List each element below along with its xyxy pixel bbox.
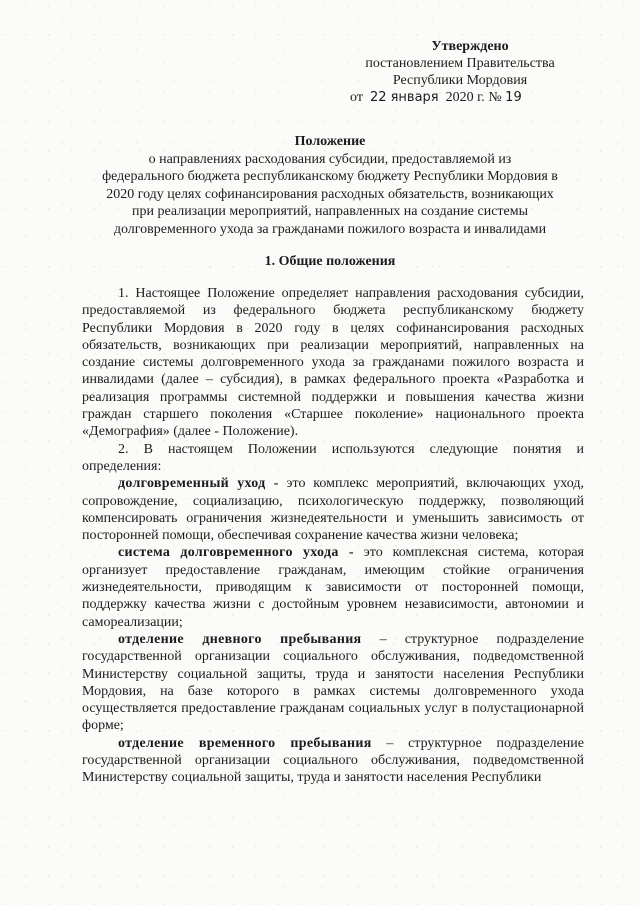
definition-term: отделение временного пребывания bbox=[118, 735, 372, 751]
document-title bbox=[60, 133, 600, 238]
definition-term: долговременный уход - bbox=[118, 476, 279, 492]
date-prefix: от bbox=[350, 90, 363, 105]
approval-title: Утверждено bbox=[431, 39, 509, 54]
definition-text: это комплекс мероприятий, включающих уход, сопровождение, социализацию, психологическую поддержку, позволяющий компенсировать ограничения жизнедеятельности и уменьшить зависимость от посторонней помощи, обеспечивая сохранение качества жизни человека; bbox=[82, 476, 584, 544]
definition-term: отделение дневного пребывания bbox=[118, 631, 362, 647]
title-line-1: о направлениях расходования субсидии, предоставляемой из bbox=[148, 151, 512, 167]
definition-long-term-care bbox=[82, 475, 584, 544]
document-heading: Положение bbox=[294, 134, 366, 149]
document-body bbox=[82, 285, 584, 787]
definition-text: это комплексная система, которая организует предоставление гражданам, имеющим стойкие ограничения жизнедеятельности, приводящим к зависимости от посторонней помощи, поддержку качества жизни с достойным уровнем независимости, автономии и самореализации; bbox=[82, 545, 584, 630]
title-line-3: 2020 году целях софинансирования расходных обязательств, возникающих bbox=[106, 186, 554, 202]
definition-text: – структурное подразделение государственной организации социального обслуживания, подведомственной Министерству социальной защиты, труда и занятости населения Республики Мордовия, на базе которого в рамках системы долговременного ухода осуществляется предоставление гражданам социальных услуг в полустационарной форме; bbox=[82, 631, 584, 734]
date-day-month: 22 января bbox=[369, 90, 439, 105]
date-year: 2020 г. bbox=[445, 90, 485, 105]
title-line-2: федерального бюджета республиканскому бюджету Республики Мордовия в bbox=[102, 169, 558, 184]
definition-day-department bbox=[82, 631, 584, 735]
number-value: 19 bbox=[505, 90, 522, 105]
approval-line-1: постановлением Правительства bbox=[365, 56, 555, 71]
definition-temporary-department bbox=[82, 735, 584, 787]
approval-block bbox=[340, 38, 580, 106]
approval-line-2: Республики Мордовия bbox=[392, 73, 528, 88]
title-line-5: долговременного ухода за гражданами пожилого возраста и инвалидами bbox=[113, 221, 547, 237]
definition-text: – структурное подразделение государственной организации социального обслуживания, подведомственной Министерству социальной защиты, труда и занятости населения Республики bbox=[82, 735, 584, 786]
title-line-4: при реализации мероприятий, направленных на создание системы bbox=[132, 204, 528, 219]
definition-term: система долговременного ухода - bbox=[118, 545, 354, 561]
definition-care-system bbox=[82, 544, 584, 630]
paragraph-2: 2. В настоящем Положении используются следующие понятия и определения: bbox=[82, 441, 584, 474]
section-heading: 1. Общие положения bbox=[264, 254, 396, 269]
approval-date-line bbox=[340, 89, 580, 106]
paragraph-1: 1. Настоящее Положение определяет направления расходования субсидии, предоставляемой из федерального бюджета республиканскому бюджету Республики Мордовия в 2020 году в целях софинансирования расходных обязательств, возникающих при реализации мероприятий, направленных на создание системы долговременного ухода за гражданами пожилого возраста и инвалидами (далее – субсидия), в рамках федерального проекта «Разработка и реализация программы системной поддержки и повышения качества жизни граждан старшего поколения «Старшее поколение» национального проекта «Демография» (далее - Положение). bbox=[82, 286, 584, 440]
number-label: № bbox=[488, 90, 502, 105]
